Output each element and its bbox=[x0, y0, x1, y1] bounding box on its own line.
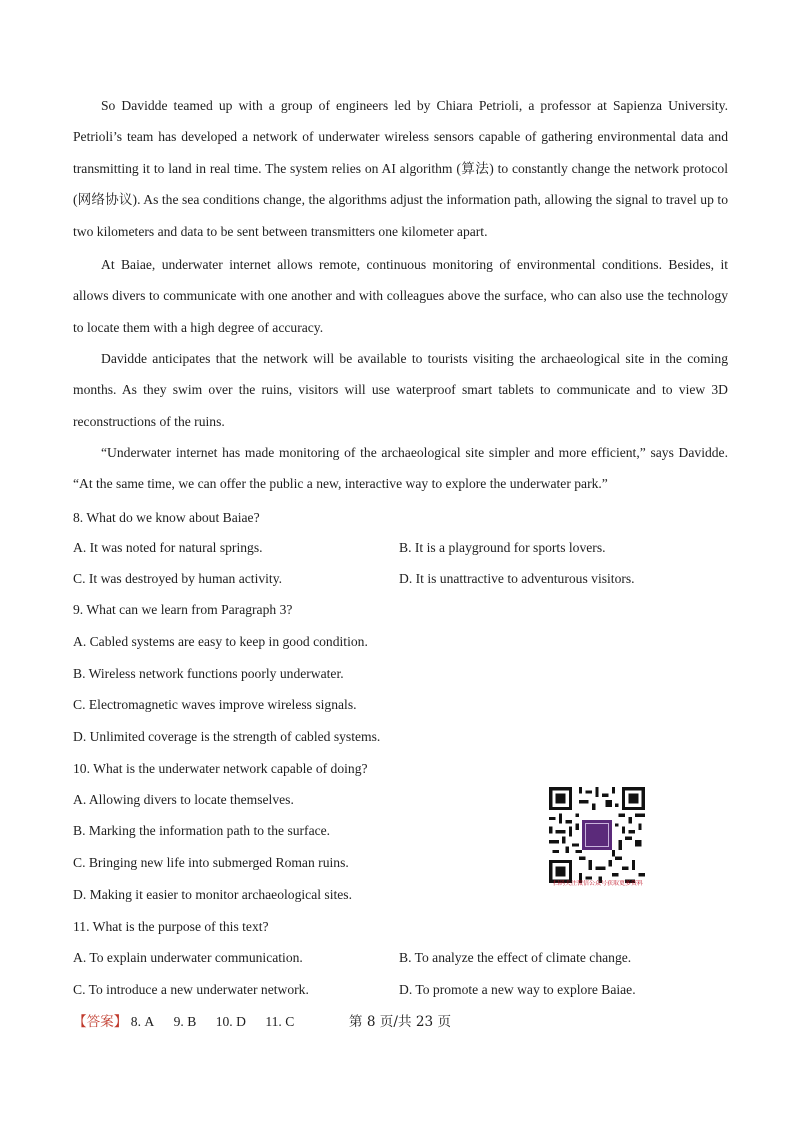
paragraph-3: Davidde anticipates that the network will be available to tourists visiting the archaeological site in the coming months. As they swim over the ruins, visitors will use waterproof smart tablets to communicate and to view 3D reconstructions of the ruins. bbox=[73, 351, 728, 429]
page-number: 第 8 页/共 23 页 bbox=[348, 1014, 452, 1030]
qr-caption: 扫码关注微信公众号获取更多资料 bbox=[552, 880, 643, 887]
question-9-option-a: A. Cabled systems are easy to keep in good condition. bbox=[73, 634, 368, 649]
question-10-option-b: B. Marking the information path to the surface. bbox=[73, 823, 331, 838]
question-11-option-a: A. To explain underwater communication. bbox=[73, 950, 303, 965]
question-10-option-c: C. Bringing new life into submerged Roman ruins. bbox=[73, 855, 349, 870]
question-10-option-a: A. Allowing divers to locate themselves. bbox=[73, 792, 294, 807]
answer-key-label: 【答案】 bbox=[73, 1014, 128, 1030]
answer-9: 9. B bbox=[173, 1014, 197, 1029]
answer-10: 10. D bbox=[215, 1014, 246, 1029]
question-9-option-c: C. Electromagnetic waves improve wireless signals. bbox=[73, 697, 357, 712]
answer-11: 11. C bbox=[265, 1014, 295, 1029]
question-8-option-d: D. It is unattractive to adventurous visitors. bbox=[399, 571, 635, 586]
question-9-stem: 9. What can we learn from Paragraph 3? bbox=[73, 602, 293, 617]
qr-code-image bbox=[549, 787, 645, 883]
question-8-stem: 8. What do we know about Baiae? bbox=[73, 510, 260, 525]
question-10-stem: 10. What is the underwater network capable of doing? bbox=[73, 761, 368, 776]
paragraph-2: At Baiae, underwater internet allows remote, continuous monitoring of environmental conditions. Besides, it allows divers to communicate with one another and with colleagues above the surface, who can also use the technology to locate them with a high degree of accuracy. bbox=[73, 257, 728, 335]
question-11-option-c: C. To introduce a new underwater network. bbox=[73, 982, 309, 997]
question-11-option-b: B. To analyze the effect of climate change. bbox=[399, 950, 632, 965]
question-11-stem: 11. What is the purpose of this text? bbox=[73, 919, 269, 934]
question-8-option-b: B. It is a playground for sports lovers. bbox=[399, 540, 606, 555]
answer-8: 8. A bbox=[130, 1014, 155, 1029]
question-8-option-c: C. It was destroyed by human activity. bbox=[73, 571, 283, 586]
question-9-option-b: B. Wireless network functions poorly underwater. bbox=[73, 666, 344, 681]
question-8-option-a: A. It was noted for natural springs. bbox=[73, 540, 263, 555]
question-10-option-d: D. Making it easier to monitor archaeological sites. bbox=[73, 887, 352, 902]
paragraph-4: “Underwater internet has made monitoring of the archaeological site simpler and more efficient,” says Davidde. “At the same time, we can offer the public a new, interactive way to explore the underwater park.” bbox=[73, 445, 728, 492]
question-9-option-d: D. Unlimited coverage is the strength of cabled systems. bbox=[73, 729, 381, 744]
question-11-option-d: D. To promote a new way to explore Baiae. bbox=[399, 982, 636, 997]
paragraph-1: So Davidde teamed up with a group of engineers led by Chiara Petrioli, a professor at Sapienza University. Petrioli’s team has developed a network of underwater wireless sensors capable of gathering environmental data and transmitting it to land in real time. The system relies on AI algorithm (算法) to constantly change the network protocol (网络协议). As the sea conditions change, the algorithms adjust the information path, allowing the signal to travel up to two kilometers and data to be sent between transmitters one kilometer apart. bbox=[73, 98, 728, 239]
